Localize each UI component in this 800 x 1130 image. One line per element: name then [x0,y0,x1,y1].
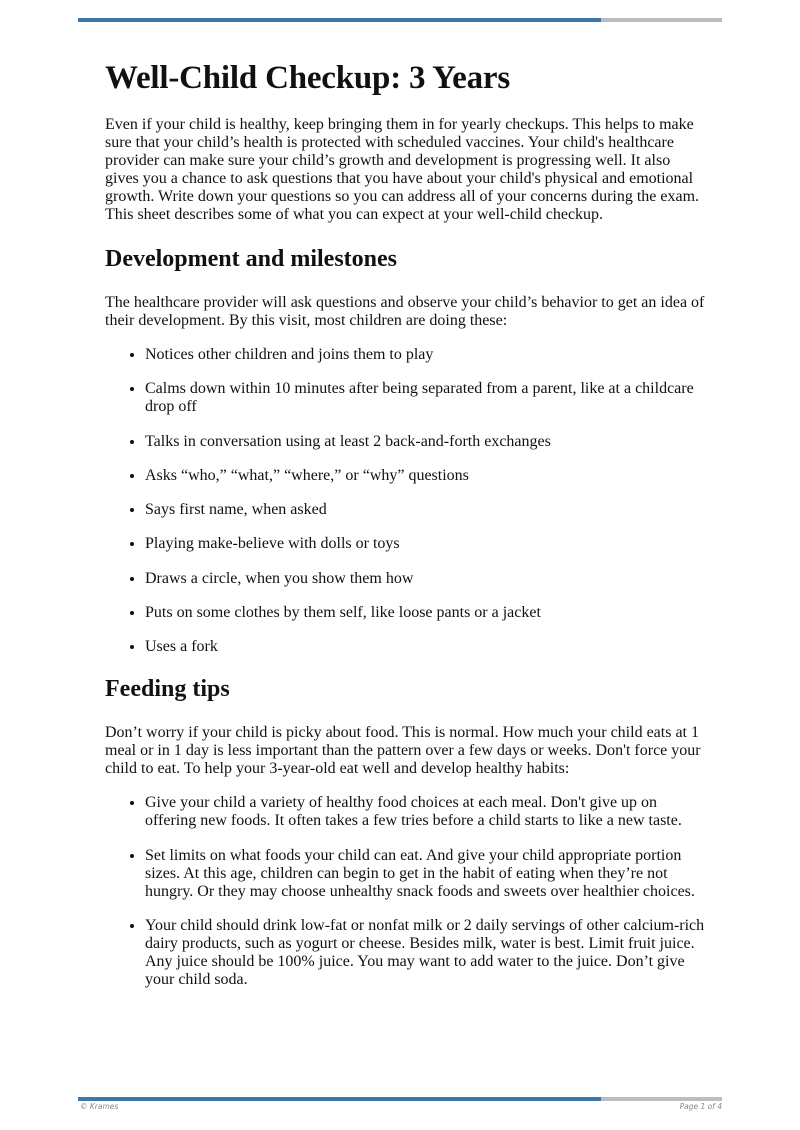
progress-filled [78,1097,601,1101]
copyright-label: © Krames [80,1102,119,1111]
intro-paragraph: Even if your child is healthy, keep bringing them in for yearly checkups. This helps to make sure that your child’s health is protected with scheduled vaccines. Your child's healthcare provider can make sure your child’s growth and development is progressing well. It also gives you a chance to ask questions that you have about your child's physical and emotional growth. Write down your questions so you can address all of your concerns during the exam. This sheet describes some of what you can expect at your well-child checkup. [105,116,700,223]
page-title: Well-Child Checkup: 3 Years [105,60,510,96]
list-item: • Calms down within 10 minutes after being separated from a parent, like at a childcare drop off [145,380,705,416]
page-number-label: Page 1 of 4 [679,1102,722,1111]
document-body [105,50,705,989]
list-item: • Notices other children and joins them to play [145,346,705,364]
feeding-tips-list [105,794,705,989]
progress-track [601,1097,722,1101]
section-heading-feeding: Feeding tips [105,676,230,703]
list-item: • Playing make-believe with dolls or toys [145,535,705,553]
progress-filled [78,18,601,22]
section-heading-development: Development and milestones [105,246,397,272]
list-item: • Asks “who,” “what,” “where,” or “why” questions [145,467,705,485]
list-item: • Give your child a variety of healthy food choices at each meal. Don't give up on offering new foods. It often takes a few tries before a child starts to like a new taste. [145,794,705,830]
list-item: • Draws a circle, when you show them how [145,570,705,588]
feeding-paragraph: Don’t worry if your child is picky about food. This is normal. How much your child eats at 1 meal or in 1 day is less important than the pattern over a few days or weeks. Don't force your child to eat. To help your 3-year-old eat well and develop healthy habits: [105,724,701,778]
list-item: • Says first name, when asked [145,501,705,519]
list-item: • Set limits on what foods your child can eat. And give your child appropriate portion sizes. At this age, children can begin to get in the habit of eating when they’re not hungry. Or they may choose unhealthy snack foods and sweets over healthier choices. [145,847,705,901]
list-item: • Uses a fork [145,638,705,656]
list-item: • Talks in conversation using at least 2 back-and-forth exchanges [145,433,705,451]
list-item: • Your child should drink low-fat or nonfat milk or 2 daily servings of other calcium-rich dairy products, such as yogurt or cheese. Besides milk, water is best. Limit fruit juice. Any juice should be 100% juice. You may want to add water to the juice. Don’t give your child soda. [145,917,705,989]
list-item: • Puts on some clothes by them self, like loose pants or a jacket [145,604,705,622]
bottom-progress-bar [78,1097,722,1101]
progress-track [601,18,722,22]
top-progress-bar [78,18,722,22]
milestones-list [105,346,705,656]
development-paragraph: The healthcare provider will ask questions and observe your child’s behavior to get an idea of their development. By this visit, most children are doing these: [105,294,705,329]
